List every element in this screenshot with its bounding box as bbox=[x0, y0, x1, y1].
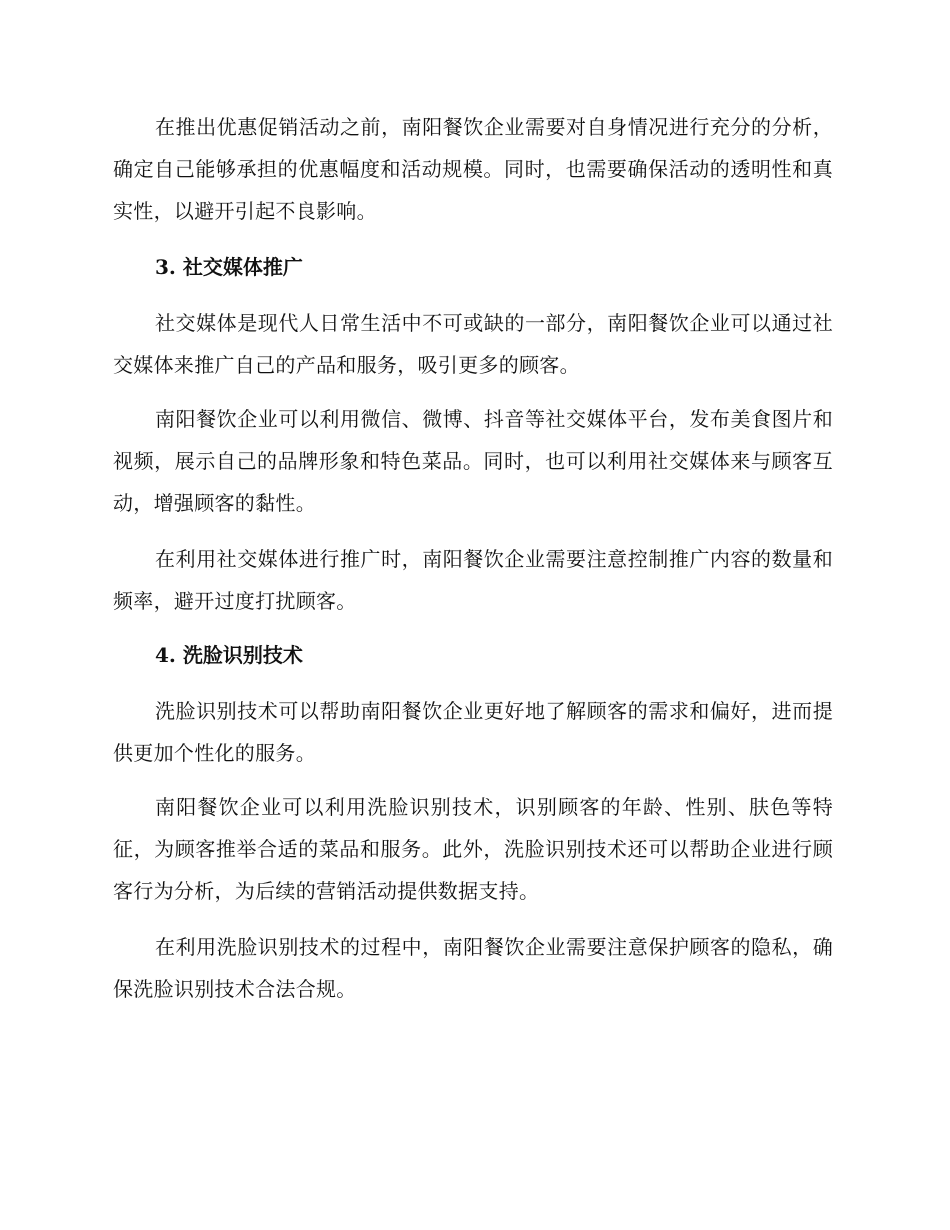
paragraph-face-recognition-privacy: 在利用洗脸识别技术的过程中，南阳餐饮企业需要注意保护顾客的隐私，确保洗脸识别技术合法合规。 bbox=[113, 935, 833, 1001]
section-heading-social-media: 3. 社交媒体推广 bbox=[155, 255, 303, 279]
paragraph-social-media-intro: 社交媒体是现代人日常生活中不可或缺的一部分，南阳餐饮企业可以通过社交媒体来推广自己的产品和服务，吸引更多的顾客。 bbox=[113, 311, 833, 377]
section-heading-face-recognition: 4. 洗脸识别技术 bbox=[155, 643, 303, 667]
paragraph-social-media-caution: 在利用社交媒体进行推广时，南阳餐饮企业需要注意控制推广内容的数量和频率，避开过度打扰顾客。 bbox=[113, 547, 833, 613]
paragraph-social-media-platforms: 南阳餐饮企业可以利用微信、微博、抖音等社交媒体平台，发布美食图片和视频，展示自己的品牌形象和特色菜品。同时，也可以利用社交媒体来与顾客互动，增强顾客的黏性。 bbox=[113, 407, 833, 515]
paragraph-promotion-analysis: 在推出优惠促销活动之前，南阳餐饮企业需要对自身情况进行充分的分析，确定自己能够承担的优惠幅度和活动规模。同时，也需要确保活动的透明性和真实性，以避开引起不良影响。 bbox=[113, 115, 833, 223]
paragraph-face-recognition-usage: 南阳餐饮企业可以利用洗脸识别技术，识别顾客的年龄、性别、肤色等特征，为顾客推举合适的菜品和服务。此外，洗脸识别技术还可以帮助企业进行顾客行为分析，为后续的营销活动提供数据支持。 bbox=[113, 795, 833, 903]
paragraph-face-recognition-intro: 洗脸识别技术可以帮助南阳餐饮企业更好地了解顾客的需求和偏好，进而提供更加个性化的服务。 bbox=[113, 699, 833, 765]
